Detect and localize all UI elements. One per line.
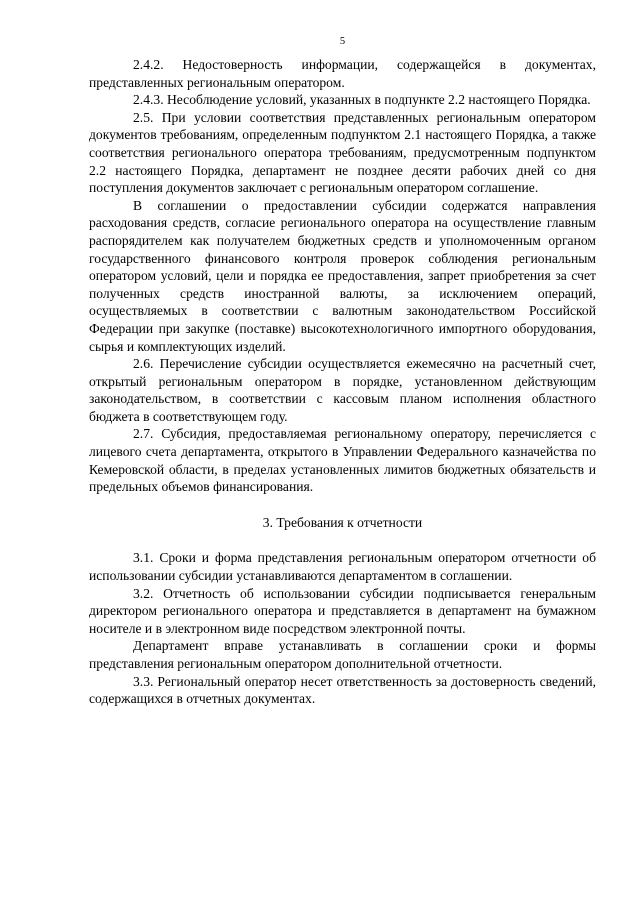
paragraph-3-2: 3.2. Отчетность об использовании субсидии подписывается генеральным директором регионального оператора и представляется в департамент на бумажном носителе и в электронном виде посредством электронной почты. — [89, 585, 596, 636]
paragraph-2-7: 2.7. Субсидия, предоставляемая региональному оператору, перечисляется с лицевого счета департамента, открытого в Управлении Федерального казначейства по Кемеровской области, в пределах установленных лимитов бюджетных обязательств и предельных объемов финансирования. — [89, 426, 596, 495]
paragraph-additional-reporting: Департамент вправе устанавливать в соглашении сроки и формы представления региональным оператором дополнительной отчетности. — [89, 638, 596, 671]
paragraph-2-4-3: 2.4.3. Несоблюдение условий, указанных в подпункте 2.2 настоящего Порядка. — [133, 92, 591, 108]
page-number: 5 — [339, 36, 346, 47]
paragraph-2-5: 2.5. При условии соответствия представленных региональным оператором документов требованиям, определенным подпунктом 2.1 настоящего Порядка, а также соответствия регионального оператора требованиям, предусмотренным подпунктом 2.2 настоящего Порядка, департамент не позднее десяти рабочих дней со дня поступления документов заключает с региональным оператором соглашение. — [89, 109, 596, 196]
paragraph-agreement-contents: В соглашении о предоставлении субсидии содержатся направления расходования средств, согласие регионального оператора на осуществление главным распорядителем как получателем бюджетных средств и уполномоченным органом государственного финансового контроля проверок соблюдения региональным оператором условий, цели и порядка ее предоставления, запрет приобретения за счет полученных средств иностранной валюты, за исключением операций, осуществляемых в соответствии с валютным законодательством Российской Федерации при закупке (поставке) высокотехнологичного импортного оборудования, сырья и комплектующих изделий. — [89, 197, 596, 354]
paragraph-2-4-2: 2.4.2. Недостоверность информации, содержащейся в документах, представленных региональным оператором. — [89, 57, 596, 90]
paragraph-3-3: 3.3. Региональный оператор несет ответственность за достоверность сведений, содержащихся в отчетных документах. — [89, 673, 596, 707]
section-heading: 3. Требования к отчетности — [262, 514, 423, 530]
paragraph-3-1: 3.1. Сроки и форма представления региональным оператором отчетности об использовании субсидии устанавливаются департаментом в соглашении. — [89, 550, 596, 584]
paragraph-2-6: 2.6. Перечисление субсидии осуществляется ежемесячно на расчетный счет, открытый региональным оператором в порядке, установленном действующим законодательством, в соответствии с кассовым планом исполнения областного бюджета в соответствующем году. — [89, 356, 596, 424]
